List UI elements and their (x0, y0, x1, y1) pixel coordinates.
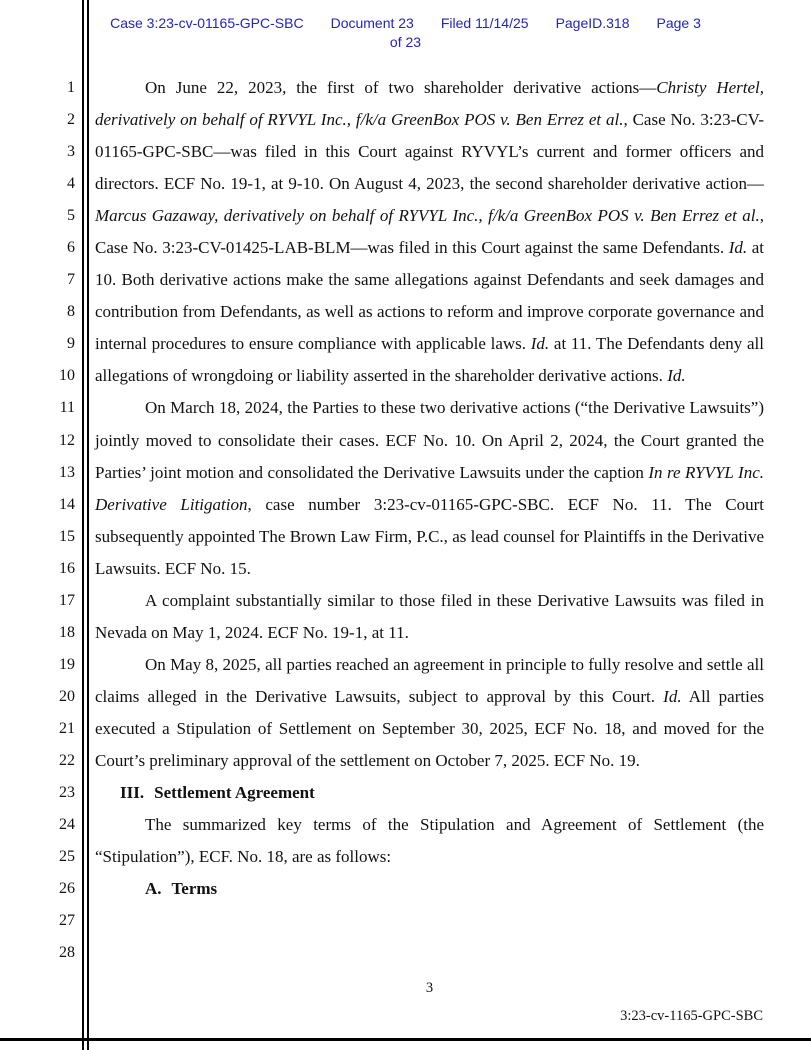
bottom-rule (0, 1038, 811, 1041)
line-number: 17 (59, 591, 75, 609)
document-body (95, 72, 764, 905)
line-number: 12 (59, 431, 75, 449)
ecf-header-line2: of 23 (389, 34, 422, 50)
text-run: Id. (667, 366, 686, 386)
line-number: 8 (67, 303, 75, 321)
line-number: 27 (59, 912, 75, 930)
text-run: On March 18, 2024, the Parties to these two derivative actions (“the Derivative Lawsuits”) jointly moved to consolidate their cases. ECF No. 10. On April 2, 2024, the Court granted the Parties’ joint motion and consolidated the Derivative Lawsuits under the caption (95, 398, 764, 482)
text-run: A. (145, 879, 162, 899)
paragraph-4 (95, 649, 764, 777)
text-run: A complaint substantially similar to those filed in these Derivative Lawsuits was filed in Nevada on May 1, 2024. ECF No. 19-1, at 11. (95, 590, 764, 642)
line-number: 25 (59, 848, 75, 866)
line-number: 26 (59, 880, 75, 898)
paragraph-5 (95, 809, 764, 873)
line-number: 2 (67, 111, 75, 129)
text-run: In re RYVYL Inc. Derivative Litigation (95, 462, 764, 514)
line-number: 3 (67, 143, 75, 161)
ecf-case-number: Case 3:23-cv-01165-GPC-SBC (110, 15, 304, 31)
paragraph-2 (95, 392, 764, 584)
line-number: 16 (59, 559, 75, 577)
line-number: 14 (59, 495, 75, 513)
text-run: III. (120, 783, 145, 803)
text-run: , Case No. 3:23-CV-01425-LAB-BLM—was filed in this Court against the same Defendants. (95, 206, 764, 258)
text-run: Terms (171, 879, 218, 899)
line-number: 10 (59, 367, 75, 385)
line-number: 5 (67, 207, 75, 225)
text-run: at 11. The Defendants deny all allegations of wrongdoing or liability asserted in the shareholder derivative actions. (95, 334, 764, 386)
paragraph-1 (95, 72, 764, 392)
text-run: The summarized key terms of the Stipulation and Agreement of Settlement (the “Stipulation”), ECF. No. 18, are as follows: (95, 815, 764, 867)
line-number: 7 (67, 271, 75, 289)
text-run: , case number 3:23-cv-01165-GPC-SBC. ECF No. 11. The Court subsequently appointed The Brown Law Firm, P.C., as lead counsel for Plaintiffs in the Derivative Lawsuits. ECF No. 15. (95, 494, 764, 578)
line-number: 20 (59, 687, 75, 705)
line-number: 19 (59, 655, 75, 673)
text-run: Id. (728, 238, 748, 258)
line-number: 6 (67, 239, 75, 257)
text-run: On May 8, 2025, all parties reached an agreement in principle to fully resolve and settle all claims alleged in the Derivative Lawsuits, subject to approval by this Court. (95, 654, 764, 706)
text-run: Id. (530, 334, 550, 354)
text-run: Settlement Agreement (154, 783, 315, 803)
footer-case-number: 3:23-cv-1165-GPC-SBC (620, 1008, 763, 1024)
ecf-document-number: Document 23 (330, 15, 414, 31)
ecf-header-line1 (46, 15, 765, 31)
text-run: at 10. Both derivative actions make the same allegations against Defendants and seek damages and contribution from Defendants, as well as actions to reform and improve corporate governance and internal procedures to ensure compliance with applicable laws. (95, 238, 764, 354)
text-run: Id. (663, 686, 682, 706)
text-run: On June 22, 2023, the first of two shareholder derivative actions— (145, 78, 657, 97)
line-number: 24 (59, 816, 75, 834)
line-number: 28 (59, 944, 75, 962)
ecf-pageid: PageID.318 (555, 15, 630, 31)
line-number: 23 (59, 784, 75, 802)
line-number: 18 (59, 623, 75, 641)
line-number: 15 (59, 527, 75, 545)
footer-page-number: 3 (425, 980, 434, 996)
text-run: , Case No. 3:23-CV-01165-GPC-SBC—was filed in this Court against RYVYL’s current and former officers and directors. ECF No. 19-1, at 9-10. On August 4, 2023, the second shareholder derivative action— (95, 110, 764, 194)
ecf-filed-date: Filed 11/14/25 (440, 15, 529, 31)
text-run: Marcus Gazaway, derivatively on behalf of RYVYL Inc., f/k/a GreenBox POS v. Ben Errez et al. (95, 206, 760, 226)
text-run: Christy Hertel, derivatively on behalf of RYVYL Inc., f/k/a GreenBox POS v. Ben Errez et al. (95, 78, 765, 130)
line-number-column (0, 72, 75, 969)
pleading-double-rule (82, 0, 89, 1050)
text-run: All parties executed a Stipulation of Settlement on September 30, 2025, ECF No. 18, and moved for the Court’s preliminary approval of the settlement on October 7, 2025. ECF No. 19. (95, 686, 764, 770)
line-number: 21 (59, 719, 75, 737)
line-number: 9 (67, 335, 75, 353)
ecf-stamp-header (46, 15, 765, 50)
line-number: 11 (59, 399, 75, 417)
line-number: 1 (67, 79, 75, 96)
line-number: 22 (59, 751, 75, 769)
line-number: 13 (59, 463, 75, 481)
heading-terms (95, 873, 764, 905)
paragraph-3 (95, 585, 764, 649)
heading-settlement-agreement (95, 777, 764, 809)
ecf-page-number: Page 3 (656, 15, 701, 31)
line-number: 4 (67, 175, 75, 193)
